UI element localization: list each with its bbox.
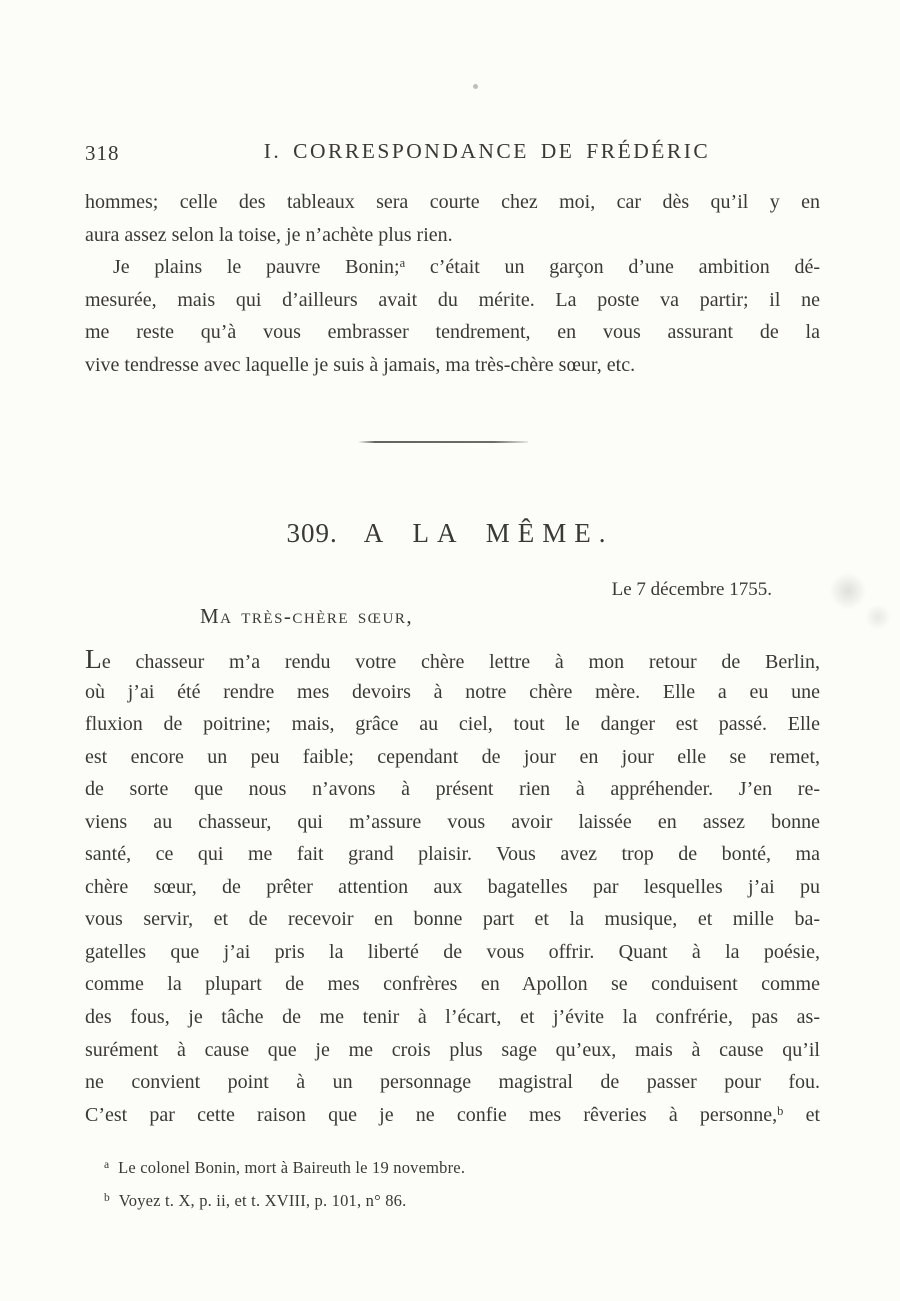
text-line: hommes; celle des tableaux sera courte chez moi, car dès qu’il y en	[85, 191, 820, 213]
text-line: surément à cause que je me crois plus sage qu’eux, mais à cause qu’il	[85, 1038, 820, 1061]
running-header	[0, 139, 900, 171]
text-line	[85, 643, 820, 676]
text-line: gatelles que j’ai pris la liberté de vous offrir. Quant à la poésie,	[85, 940, 820, 963]
footnote-a	[104, 1150, 764, 1183]
scan-smudge	[810, 555, 900, 645]
text-line: est encore un peu faible; cependant de jour en jour elle se remet,	[85, 745, 820, 768]
footnote-text: Le colonel Bonin, mort à Baireuth le 19 novembre.	[118, 1158, 466, 1177]
footnote-ref-a: a	[399, 256, 406, 271]
letter-date: Le 7 décembre 1755.	[611, 579, 772, 600]
letter-title: A LA MÊME.	[363, 518, 614, 548]
text-line: aura assez selon la toise, je n’achète plus rien.	[85, 223, 453, 246]
text-line	[85, 251, 820, 284]
footnote-marker-b: b	[104, 1192, 110, 1204]
footnote-text: Voyez t. X, p. ii, et t. XVIII, p. 101, n° 86.	[118, 1191, 407, 1210]
text-segment: et	[805, 1103, 820, 1126]
text-line: chère sœur, de prêter attention aux bagatelles par lesquelles j’ai pu	[85, 875, 820, 898]
section-divider-rule	[358, 441, 528, 443]
text-line: santé, ce qui me fait grand plaisir. Vous avez trop de bonté, ma	[85, 843, 820, 866]
page-number: 318	[85, 141, 120, 165]
letter-body	[85, 643, 820, 1131]
text-line: de sorte que nous n’avons à présent rien à appréhender. J’en re-	[85, 778, 820, 801]
letter-308-ending	[85, 186, 820, 381]
text-line: viens au chasseur, qui m’assure vous avoir laissée en assez bonne	[85, 810, 820, 833]
text-line: vive tendresse avec laquelle je suis à jamais, ma très-chère sœur, etc.	[85, 353, 636, 376]
footnote-marker-a: a	[104, 1159, 110, 1171]
text-segment: C’est par cette raison que je ne confie mes rêveries à personne,	[85, 1103, 778, 1126]
text-line: me reste qu’à vous embrasser tendrement, en vous assurant de la	[85, 321, 820, 344]
text-line: ne convient point à un personnage magistral de passer pour fou.	[85, 1071, 820, 1094]
footnote-b	[104, 1183, 764, 1216]
text-line: comme la plupart de mes confrères en Apollon se conduisent comme	[85, 973, 820, 996]
letter-heading	[0, 518, 900, 549]
initial-capital: L	[85, 643, 102, 674]
text-segment: Je plains le pauvre Bonin;	[113, 256, 400, 279]
scan-speck	[473, 84, 478, 89]
text-line: vous servir, et de recevoir en bonne part et la musique, et mille ba-	[85, 908, 820, 931]
text-segment: c’était un garçon d’une ambition dé-	[429, 256, 820, 279]
text-segment: e chasseur m’a rendu votre chère lettre à mon retour de Berlin,	[101, 651, 820, 673]
footnotes	[104, 1150, 764, 1216]
text-line: mesurée, mais qui d’ailleurs avait du mérite. La poste va partir; il ne	[85, 288, 820, 311]
text-line: des fous, je tâche de me tenir à l’écart, et j’évite la confrérie, pas as-	[85, 1006, 820, 1029]
text-line	[85, 1099, 820, 1132]
text-line: fluxion de poitrine; mais, grâce au ciel, tout le danger est passé. Elle	[85, 713, 820, 736]
running-title: I. CORRESPONDANCE DE FRÉDÉRIC	[263, 139, 711, 163]
footnote-ref-b: b	[777, 1103, 784, 1118]
text-line: où j’ai été rendre mes devoirs à notre chère mère. Elle a eu une	[85, 680, 820, 703]
letter-number: 309.	[286, 518, 338, 548]
letter-salutation: Ma très-chère sœur,	[200, 604, 414, 628]
